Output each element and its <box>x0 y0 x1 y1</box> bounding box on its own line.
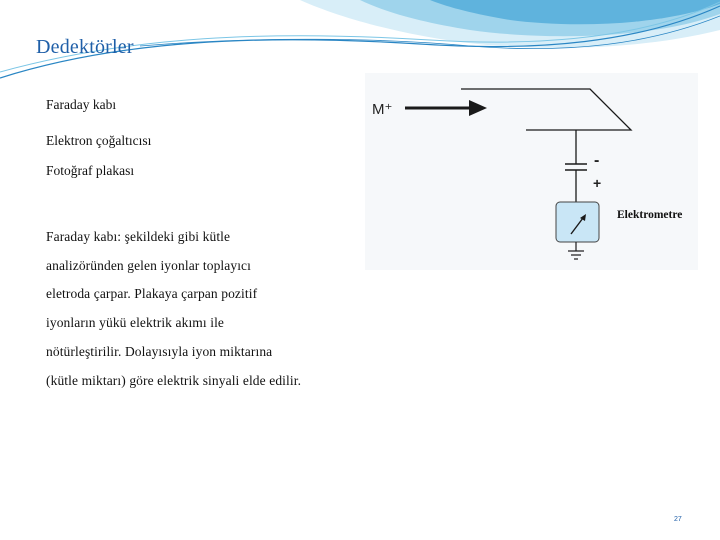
bullet-electron-multiplier: Elektron çoğaltıcısı <box>46 133 152 148</box>
electrometer-label: Elektrometre <box>617 209 683 221</box>
paragraph-line: nötürleştirilir. Dolayısıyla iyon miktarına <box>46 344 273 359</box>
slide-title: Dedektörler <box>36 36 134 58</box>
negative-terminal-sign: - <box>594 152 600 169</box>
positive-terminal-sign: + <box>593 175 602 191</box>
electrometer <box>556 202 599 242</box>
paragraph-line: iyonların yükü elektrik akımı ile <box>46 315 225 330</box>
faraday-cup-diagram <box>365 73 698 270</box>
bullet-photo-plate: Fotoğraf plakası <box>46 163 135 178</box>
electrometer-box <box>556 202 599 242</box>
ion-label: M⁺ <box>372 101 393 118</box>
paragraph-line: analizöründen gelen iyonlar toplayıcı <box>46 258 251 273</box>
page-number: 27 <box>674 516 682 523</box>
bullet-faraday-cup: Faraday kabı <box>46 97 117 112</box>
paragraph-line: (kütle miktarı) göre elektrik sinyali elde edilir. <box>46 373 302 388</box>
paragraph-line: eletroda çarpar. Plakaya çarpan pozitif <box>46 286 258 301</box>
diagram-background <box>365 73 698 270</box>
paragraph-line: Faraday kabı: şekildeki gibi kütle <box>46 229 231 244</box>
